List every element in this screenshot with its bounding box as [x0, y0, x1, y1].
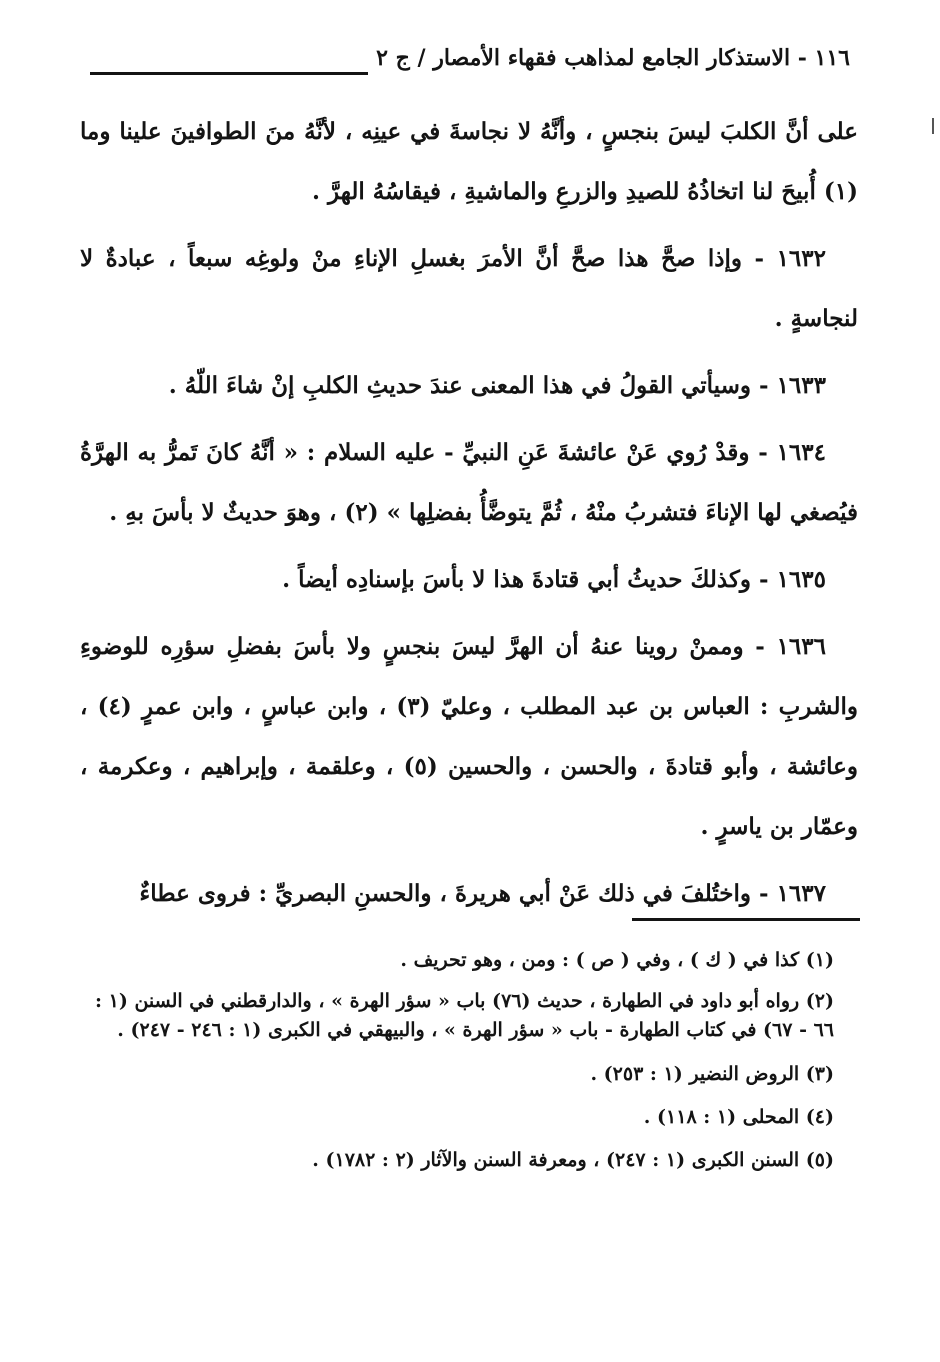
paragraph-1637: ١٦٣٧ - واختُلفَ في ذلك عَنْ أبي هريرةَ ، والحسنِ البصريِّ : فروى عطاءٌ — [139, 880, 826, 907]
footnote-5: (٥) السنن الكبرى (١ : ٢٤٧) ، ومعرفة السنن والآثار (٢ : ١٧٨٢) . — [312, 1149, 834, 1171]
footnote-3: (٣) الروض النضير (١ : ٢٥٣) . — [590, 1063, 834, 1085]
margin-mark — [932, 118, 934, 134]
paragraph-1632: ١٦٣٢ - وإذا صحَّ هذا صحَّ أنَّ الأمرَ بغسلِ الإناءِ منْ ولوغِه سبعاً ، عبادةٌ لا لنجاسةٍ . — [80, 245, 858, 332]
main-text — [80, 102, 858, 931]
footnote-1: (١) كذا في ( ك ) ، وفي ( ص ) : ومن ، وهو تحريف . — [400, 949, 834, 971]
header-rule — [90, 72, 368, 75]
footnote-4: (٤) المحلى (١ : ١١٨) . — [643, 1106, 834, 1128]
running-header-title: ١١٦ - الاستذكار الجامع لمذاهب فقهاء الأمصار / ج ٢ — [376, 45, 850, 71]
paragraph-1636: ١٦٣٦ - وممنْ روينا عنهُ أن الهرَّ ليسَ بنجسٍ ولا بأسَ بفضلِ سؤرِه للوضوءِ والشربِ : العباس بن عبد المطلب ، وعليّ (٣) ، وابن عباسٍ ، وابن عمرٍ (٤) ، وعائشة ، وأبو قتادةَ ، والحسن ، والحسين (٥) ، وعلقمة ، وإبراهيم ، وعكرمة ، وعمّار بن ياسرٍ . — [80, 633, 858, 840]
paragraph-continuation: على أنَّ الكلبَ ليسَ بنجسٍ ، وأنَّهُ لا نجاسةَ في عينِه ، لأنَّهُ منَ الطوافينَ علينا وما (١) أُبيحَ لنا اتخاذُهُ للصيدِ والزرعِ والماشيةِ ، فيقاسُهُ الهرَّ . — [80, 118, 858, 205]
footnote-rule — [632, 918, 860, 921]
footnotes — [80, 940, 858, 1183]
paragraph-1634: ١٦٣٤ - وقدْ رُوي عَنْ عائشةَ عَنِ النبيِّ - عليه السلام : « أنَّهُ كانَ تَمرُّ به الهرَّةُ فيُصغي لها الإناءَ فتشربُ منْهُ ، ثُمَّ يتوضَّأُ بفضلِها » (٢) ، وهوَ حديثٌ لا بأسَ بهِ . — [80, 439, 858, 526]
paragraph-1635: ١٦٣٥ - وكذلكَ حديثُ أبي قتادةَ هذا لا بأسَ بإسنادِه أيضاً . — [282, 566, 826, 593]
footnote-2: (٢) رواه أبو داود في الطهارة ، حديث (٧٦) باب « سؤر الهرة » ، والدارقطني في السنن (١ : ٦٦ - ٦٧) في كتاب الطهارة - باب « سؤر الهرة » ، والبيهقي في الكبرى (١ : ٢٤٦ - ٢٤٧) . — [95, 990, 834, 1041]
paragraph-1633: ١٦٣٣ - وسيأتي القولُ في هذا المعنى عندَ حديثِ الكلبِ إنْ شاءَ اللّهُ . — [168, 372, 826, 399]
